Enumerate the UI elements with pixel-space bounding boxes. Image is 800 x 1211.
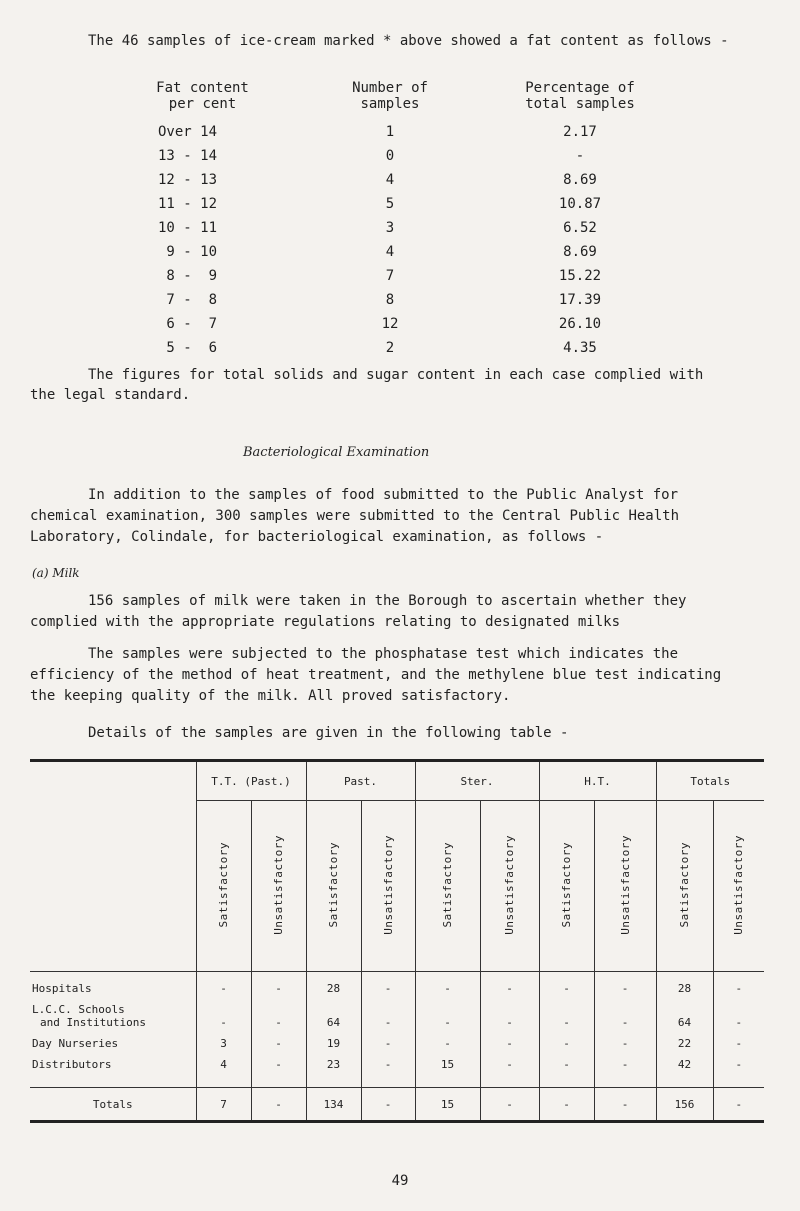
value-cell: - xyxy=(480,999,539,1033)
fat-header-col1-line2: per cent xyxy=(168,96,237,112)
fat-range-cell: 10 - 11 xyxy=(158,220,218,236)
value-cell: - xyxy=(713,1033,764,1054)
fat-range-cell: 9 - 10 xyxy=(158,244,218,260)
value-cell: - xyxy=(251,972,306,1000)
fat-number-cell: 4 xyxy=(385,172,395,188)
sub-header-satisfactory xyxy=(306,801,361,972)
value-cell: - xyxy=(713,972,764,1000)
fat-number-cell: 12 xyxy=(381,316,399,332)
fat-range-cell: 8 - 9 xyxy=(158,268,218,284)
milk-table-body xyxy=(30,972,764,1122)
sub-header-label: Satisfactory xyxy=(560,841,573,928)
totals-value-cell: - xyxy=(480,1088,539,1122)
fat-header-col2-line1: Number of xyxy=(352,80,428,96)
value-cell: - xyxy=(415,999,480,1033)
fat-table-row xyxy=(0,196,800,220)
milk-paragraph-2 xyxy=(30,644,790,707)
details-paragraph: Details of the samples are given in the following table - xyxy=(88,725,569,741)
totals-value-cell: - xyxy=(251,1088,306,1122)
milk-table-row xyxy=(30,1054,764,1075)
totals-value-cell: 134 xyxy=(306,1088,361,1122)
fat-header-col3-line1: Percentage of xyxy=(525,80,635,96)
group-header: Ster. xyxy=(415,761,539,801)
value-cell: - xyxy=(480,1033,539,1054)
fat-percent-cell: 2.17 xyxy=(563,124,597,140)
fat-percent-cell: - xyxy=(575,148,585,164)
milk-samples-table xyxy=(30,759,764,1123)
value-cell: - xyxy=(480,1054,539,1075)
spacer-cell xyxy=(415,1075,480,1088)
fat-table-row xyxy=(0,124,800,148)
fat-header-col2 xyxy=(340,80,440,112)
spacer-cell xyxy=(480,1075,539,1088)
milk-p2-line-1: The samples were subjected to the phosphatase test which indicates the xyxy=(88,646,679,662)
solids-line-2: the legal standard. xyxy=(30,387,191,403)
row-label-line: Day Nurseries xyxy=(32,1037,119,1050)
fat-number-cell: 5 xyxy=(385,196,395,212)
milk-heading: (a) Milk xyxy=(32,566,80,580)
value-cell: - xyxy=(251,1054,306,1075)
totals-value-cell: - xyxy=(713,1088,764,1122)
value-cell: 64 xyxy=(306,999,361,1033)
value-cell: 19 xyxy=(306,1033,361,1054)
fat-table-row xyxy=(0,148,800,172)
fat-range-cell: 6 - 7 xyxy=(158,316,218,332)
value-cell: - xyxy=(594,972,656,1000)
bact-line-3: Laboratory, Colindale, for bacteriological examination, as follows - xyxy=(30,529,604,545)
value-cell: - xyxy=(196,999,251,1033)
sub-header-unsatisfactory xyxy=(361,801,415,972)
sub-header-unsatisfactory xyxy=(594,801,656,972)
value-cell: 4 xyxy=(196,1054,251,1075)
sub-header-unsatisfactory xyxy=(480,801,539,972)
fat-number-cell: 1 xyxy=(385,124,395,140)
spacer-cell xyxy=(251,1075,306,1088)
fat-table-row xyxy=(0,220,800,244)
sub-header-satisfactory xyxy=(656,801,713,972)
fat-percent-cell: 15.22 xyxy=(558,268,602,284)
row-label xyxy=(30,1033,196,1054)
solids-paragraph xyxy=(30,365,790,405)
group-header: H.T. xyxy=(539,761,656,801)
value-cell: - xyxy=(594,999,656,1033)
value-cell: - xyxy=(480,972,539,1000)
fat-table-row xyxy=(0,316,800,340)
fat-table-row xyxy=(0,172,800,196)
sub-header-label: Unsatisfactory xyxy=(272,834,285,935)
value-cell: - xyxy=(361,1054,415,1075)
value-cell: - xyxy=(539,972,594,1000)
row-label-line: and Institutions xyxy=(40,1016,146,1029)
value-cell: 64 xyxy=(656,999,713,1033)
value-cell: - xyxy=(539,999,594,1033)
value-cell: - xyxy=(539,1033,594,1054)
sub-header-label: Unsatisfactory xyxy=(381,834,395,935)
value-cell: 22 xyxy=(656,1033,713,1054)
sub-header-label: Unsatisfactory xyxy=(503,834,516,935)
totals-row xyxy=(30,1088,764,1122)
value-cell: 3 xyxy=(196,1033,251,1054)
fat-number-cell: 4 xyxy=(385,244,395,260)
bacteriological-heading: Bacteriological Examination xyxy=(243,445,430,460)
totals-value-cell: - xyxy=(539,1088,594,1122)
spacer-stub xyxy=(30,1075,196,1088)
totals-value-cell: 156 xyxy=(656,1088,713,1122)
value-cell: - xyxy=(713,1054,764,1075)
fat-header-col3-line2: total samples xyxy=(525,96,635,112)
page-number: 49 xyxy=(391,1173,409,1189)
value-cell: - xyxy=(196,972,251,1000)
fat-table-row xyxy=(0,292,800,316)
row-label xyxy=(30,972,196,1000)
fat-range-cell: 12 - 13 xyxy=(158,172,218,188)
group-header: Totals xyxy=(656,761,764,801)
value-cell: - xyxy=(415,972,480,1000)
sub-header-row xyxy=(30,801,764,972)
value-cell: - xyxy=(361,999,415,1033)
fat-number-cell: 2 xyxy=(385,340,395,356)
fat-header-col2-line2: samples xyxy=(360,96,420,112)
intro-text: The 46 samples of ice-cream marked * above showed a fat content as follows - xyxy=(88,33,729,49)
value-cell: - xyxy=(594,1033,656,1054)
spacer-cell xyxy=(306,1075,361,1088)
totals-value-cell: 15 xyxy=(415,1088,480,1122)
spacer-cell xyxy=(539,1075,594,1088)
bacteriological-paragraph xyxy=(30,485,790,548)
fat-range-cell: Over 14 xyxy=(158,124,218,140)
sub-header-label: Unsatisfactory xyxy=(618,834,632,935)
fat-percent-cell: 8.69 xyxy=(563,172,597,188)
spacer-cell xyxy=(196,1075,251,1088)
milk-p1-line-1: 156 samples of milk were taken in the Borough to ascertain whether they xyxy=(88,593,687,609)
totals-value-cell: 7 xyxy=(196,1088,251,1122)
value-cell: 28 xyxy=(656,972,713,1000)
value-cell: 42 xyxy=(656,1054,713,1075)
fat-percent-cell: 10.87 xyxy=(558,196,602,212)
fat-header-col3 xyxy=(515,80,645,112)
spacer-cell xyxy=(361,1075,415,1088)
fat-percent-cell: 8.69 xyxy=(563,244,597,260)
fat-table-row xyxy=(0,244,800,268)
totals-value-cell: - xyxy=(594,1088,656,1122)
fat-range-cell: 5 - 6 xyxy=(158,340,218,356)
row-label-line: Distributors xyxy=(32,1058,112,1071)
bact-line-1: In addition to the samples of food submitted to the Public Analyst for xyxy=(88,487,679,503)
value-cell: 28 xyxy=(306,972,361,1000)
fat-percent-cell: 26.10 xyxy=(558,316,602,332)
value-cell: 15 xyxy=(415,1054,480,1075)
milk-table-row xyxy=(30,999,764,1033)
row-label xyxy=(30,1054,196,1075)
totals-label: Totals xyxy=(30,1088,196,1122)
value-cell: - xyxy=(361,1033,415,1054)
solids-line-1: The figures for total solids and sugar content in each case complied with xyxy=(88,367,704,383)
milk-paragraph-1 xyxy=(30,591,790,633)
fat-percent-cell: 6.52 xyxy=(563,220,597,236)
bact-line-2: chemical examination, 300 samples were submitted to the Central Public Health xyxy=(30,508,680,524)
sub-header-label: Satisfactory xyxy=(441,841,454,928)
group-header: T.T. (Past.) xyxy=(196,761,306,801)
milk-p2-line-2: efficiency of the method of heat treatment, and the methylene blue test indicating xyxy=(30,667,722,683)
value-cell: - xyxy=(594,1054,656,1075)
fat-number-cell: 8 xyxy=(385,292,395,308)
milk-table-row xyxy=(30,972,764,1000)
spacer-cell xyxy=(656,1075,713,1088)
fat-range-cell: 13 - 14 xyxy=(158,148,218,164)
sub-header-unsatisfactory xyxy=(251,801,306,972)
fat-range-cell: 11 - 12 xyxy=(158,196,218,212)
totals-value-cell: - xyxy=(361,1088,415,1122)
row-label xyxy=(30,999,196,1033)
row-label-line: Hospitals xyxy=(32,982,92,995)
sub-header-label: Satisfactory xyxy=(678,841,691,928)
fat-number-cell: 0 xyxy=(385,148,395,164)
stub-subheader xyxy=(30,801,196,972)
fat-table-row xyxy=(0,340,800,364)
fat-header-col1-line1: Fat content xyxy=(156,80,249,96)
fat-header-col1 xyxy=(140,80,265,112)
milk-table-row xyxy=(30,1033,764,1054)
spacer-cell xyxy=(594,1075,656,1088)
sub-header-unsatisfactory xyxy=(713,801,764,972)
sub-header-label: Satisfactory xyxy=(327,841,340,928)
value-cell: - xyxy=(539,1054,594,1075)
sub-header-label: Satisfactory xyxy=(217,841,230,928)
row-label-line: L.C.C. Schools xyxy=(32,1003,125,1016)
sub-header-satisfactory xyxy=(415,801,480,972)
spacer-row xyxy=(30,1075,764,1088)
fat-range-cell: 7 - 8 xyxy=(158,292,218,308)
value-cell: - xyxy=(361,972,415,1000)
fat-number-cell: 3 xyxy=(385,220,395,236)
stub-header xyxy=(30,761,196,801)
milk-p2-line-3: the keeping quality of the milk. All proved satisfactory. xyxy=(30,688,511,704)
value-cell: 23 xyxy=(306,1054,361,1075)
value-cell: - xyxy=(251,999,306,1033)
value-cell: - xyxy=(713,999,764,1033)
value-cell: - xyxy=(415,1033,480,1054)
group-header-row xyxy=(30,761,764,801)
fat-percent-cell: 17.39 xyxy=(558,292,602,308)
fat-percent-cell: 4.35 xyxy=(563,340,597,356)
value-cell: - xyxy=(251,1033,306,1054)
spacer-cell xyxy=(713,1075,764,1088)
group-header: Past. xyxy=(306,761,415,801)
fat-table-row xyxy=(0,268,800,292)
sub-header-satisfactory xyxy=(196,801,251,972)
milk-p1-line-2: complied with the appropriate regulations relating to designated milks xyxy=(30,614,621,630)
sub-header-label: Unsatisfactory xyxy=(732,834,746,935)
sub-header-satisfactory xyxy=(539,801,594,972)
fat-number-cell: 7 xyxy=(385,268,395,284)
